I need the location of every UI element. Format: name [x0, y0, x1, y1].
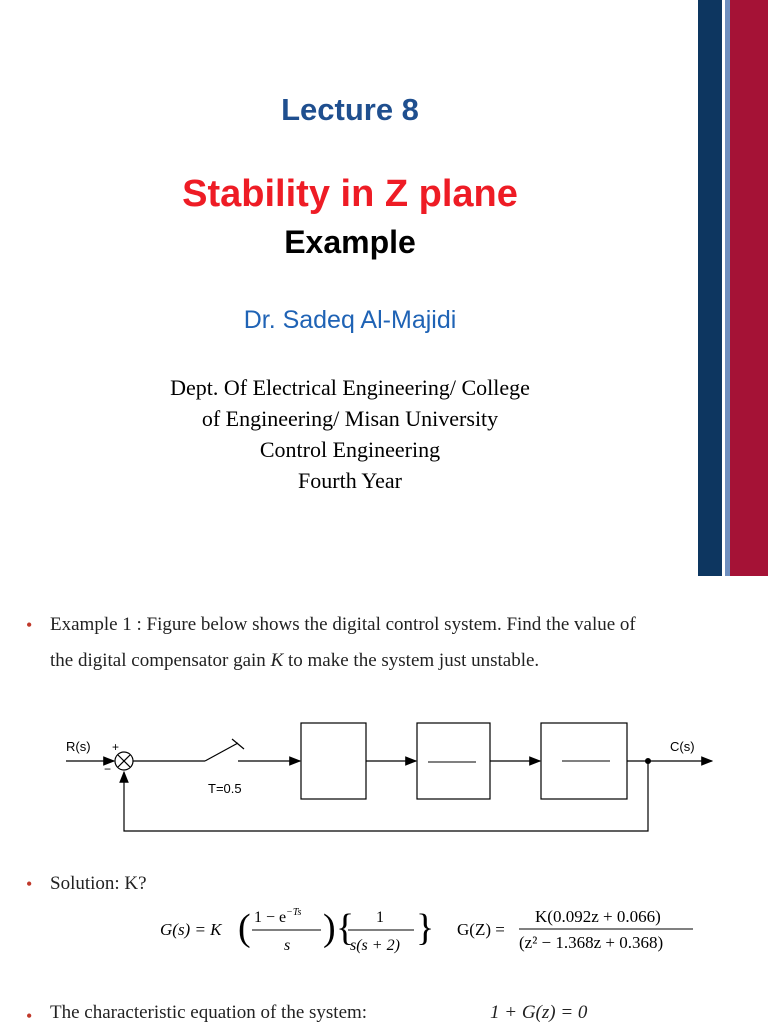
slide-subtitle: Example: [284, 224, 416, 260]
example-line-2-pre: the digital compensator gain: [50, 650, 271, 671]
example-line-2: [50, 643, 636, 679]
dept-line: of Engineering/ Misan University: [201, 406, 499, 431]
block-diagram: [0, 715, 768, 845]
paren-left: (: [238, 907, 251, 949]
dept-line: Control Engineering: [259, 437, 441, 462]
example-variable-k: K: [270, 650, 284, 671]
sampler-switch-tip: [232, 739, 244, 749]
bullet-marker: •: [26, 1006, 33, 1026]
char-eq-equation: 1 + G(z) = 0: [490, 1002, 588, 1023]
gz-numerator: K(0.092z + 0.066): [535, 907, 661, 926]
decor-stripe-blue: [698, 0, 722, 576]
gs-plant-numerator: 1: [376, 909, 384, 926]
output-label: C(s): [670, 739, 695, 754]
zoh-block: [417, 723, 490, 799]
bullet-marker: •: [26, 874, 33, 894]
gain-block: [301, 723, 366, 799]
example-text: [50, 607, 636, 679]
author-name: Dr. Sadeq Al-Majidi: [243, 306, 457, 334]
gz-denominator: (z² − 1.368z + 0.368): [519, 933, 664, 952]
lecture-number: Lecture 8: [281, 92, 419, 127]
gs-zoh-denominator: s: [284, 937, 291, 954]
bullet-marker: •: [26, 615, 33, 635]
input-label: R(s): [66, 739, 91, 754]
brace-right: }: [416, 907, 435, 949]
summing-plus: +: [112, 740, 120, 754]
gs-lhs: G(s) = K: [160, 920, 222, 939]
solution-text: Solution: K?: [50, 873, 147, 894]
gs-equation: [158, 900, 438, 960]
gz-lhs: G(Z) =: [457, 920, 505, 939]
summing-junction: [115, 752, 133, 770]
sampler-switch: [205, 743, 238, 761]
slide-title: Stability in Z plane: [182, 173, 518, 215]
sampling-period: T=0.5: [208, 781, 242, 796]
gs-plant-denominator: s(s + 2): [350, 937, 400, 954]
paren-right: ): [323, 907, 336, 949]
dept-line: Fourth Year: [298, 468, 402, 493]
char-eq-text: The characteristic equation of the system:: [50, 1002, 368, 1023]
dept-line: Dept. Of Electrical Engineering/ College: [170, 375, 530, 400]
department-info: [0, 372, 700, 496]
summing-minus: −: [104, 762, 112, 776]
gz-equation: [455, 900, 715, 960]
example-line-2-post: to make the system just unstable.: [283, 650, 540, 671]
gs-zoh-numerator: $1 - e^{-Ts}$: [254, 907, 302, 926]
brace-left: {: [336, 907, 355, 949]
decor-stripe-red: [730, 0, 768, 576]
example-line-1: Example 1 : Figure below shows the digital control system. Find the value of: [50, 614, 636, 635]
